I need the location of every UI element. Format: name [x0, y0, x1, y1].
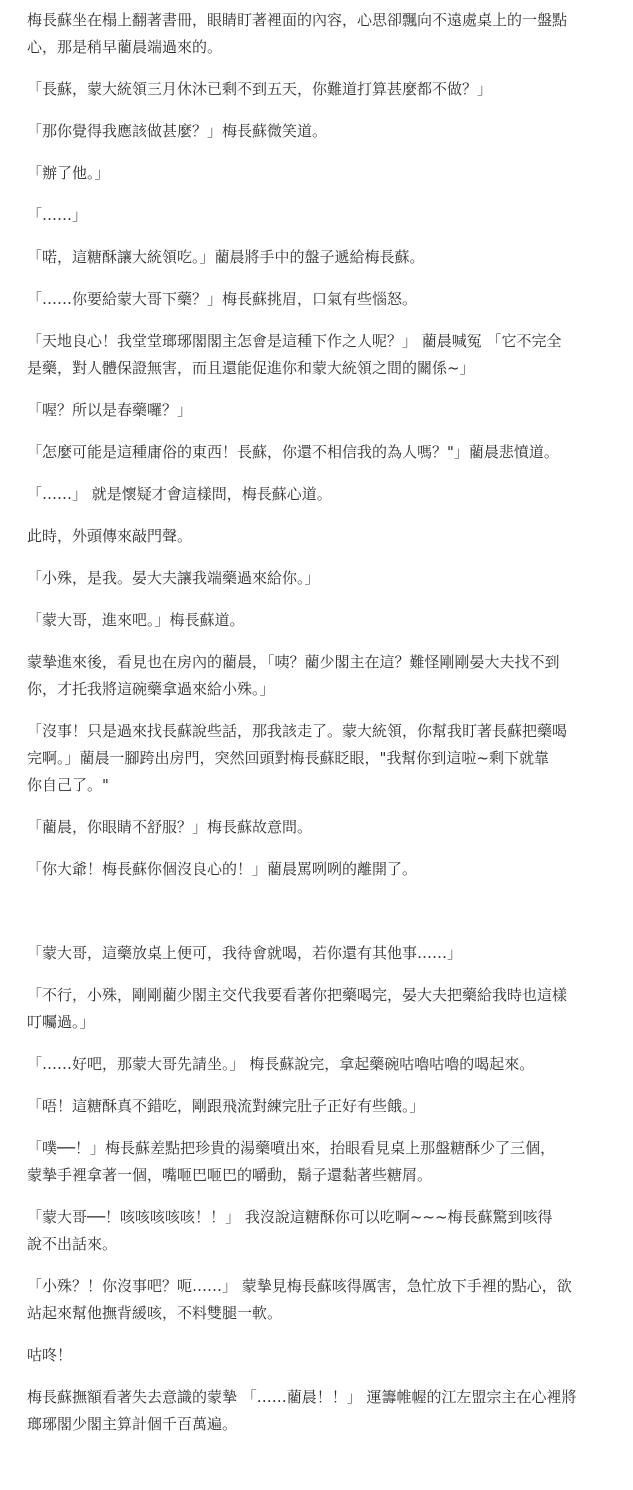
paragraph: 「怎麼可能是這種庸俗的東西！長蘇，你還不相信我的為人嗎？"」藺晨悲憤道。 [27, 443, 559, 461]
paragraph: 「……你要給蒙大哥下藥？」梅長蘇挑眉，口氣有些惱怒。 [27, 290, 418, 308]
paragraph: 「喔？所以是春藥囉？」 [27, 401, 193, 419]
paragraph: 「沒事！只是過來找長蘇說些話，那我該走了。蒙大統領，你幫我盯著長蘇把藥喝 完啊。」藺晨一腳跨出房門，突然回頭對梅長蘇眨眼，"我幫你到這啦~剩下就靠 你自己了。" [27, 722, 568, 794]
paragraph: 咕咚！ [27, 1346, 73, 1364]
paragraph: 梅長蘇坐在榻上翻著書冊，眼睛盯著裡面的內容，心思卻飄向不遠處桌上的一盤點 心，那是稍早藺晨端過來的。 [27, 11, 568, 56]
paragraph: 「你大爺！梅長蘇你個沒良心的！」藺晨罵咧咧的離開了。 [27, 860, 418, 878]
paragraph: 「辦了他。」 [27, 164, 110, 182]
paragraph: 「蒙大哥，進來吧。」梅長蘇道。 [27, 611, 245, 629]
paragraph: 「不行，小殊，剛剛藺少閣主交代我要看著你把藥喝完，晏大夫把藥給我時也這樣 叮囑過。」 [27, 986, 568, 1031]
paragraph: 「……」 就是懷疑才會這樣問，梅長蘇心道。 [27, 485, 332, 503]
paragraph: 「小殊？！你沒事吧？呃……」 蒙摯見梅長蘇咳得厲害，急忙放下手裡的點心，欲 站起來幫他撫背緩咳，不料雙腿一軟。 [27, 1277, 572, 1322]
paragraph: 「天地良心！我堂堂瑯琊閣閣主怎會是這種下作之人呢？」 藺晨喊冤 「它不完全 是藥，對人體保證無害，而且還能促進你和蒙大統領之間的關係~」 [27, 332, 562, 377]
paragraph: 「噗──！」梅長蘇差點把珍貴的湯藥噴出來，抬眼看見桌上那盤糖酥少了三個， 蒙摯手裡拿著一個，嘴咂巴咂巴的嚼動，鬍子還黏著些糖屑。 [27, 1139, 556, 1184]
paragraph: 「蒙大哥──！咳咳咳咳咳！！」 我沒說這糖酥你可以吃啊~~~梅長蘇驚到咳得 說不出話來。 [27, 1208, 553, 1253]
paragraph: 「長蘇，蒙大統領三月休沐已剩不到五天，你難道打算甚麼都不做？」 [27, 80, 493, 98]
paragraph: 梅長蘇撫額看著失去意識的蒙摯 「……藺晨！！」 運籌帷幄的江左盟宗主在心裡將 瑯琊閣少閣主算計個千百萬遍。 [27, 1388, 577, 1433]
blank-line [27, 898, 621, 925]
paragraph: 「蒙大哥，這藥放桌上便可，我待會就喝，若你還有其他事……」 [27, 944, 463, 962]
paragraph: 此時，外頭傳來敲門聲。 [27, 527, 193, 545]
paragraph: 「小殊，是我。晏大夫讓我端藥過來給你。」 [27, 569, 320, 587]
paragraph: 「……好吧，那蒙大哥先請坐。」 梅長蘇說完，拿起藥碗咕嚕咕嚕的喝起來。 [27, 1055, 535, 1073]
paragraph: 「那你覺得我應該做甚麼？」梅長蘇微笑道。 [27, 122, 328, 140]
paragraph: 蒙摯進來後，看見也在房內的藺晨，「咦？藺少閣主在這？難怪剛剛晏大夫找不到 你，才托我將這碗藥拿過來給小殊。」 [27, 653, 560, 698]
paragraph: 「藺晨，你眼睛不舒服？」梅長蘇故意問。 [27, 818, 313, 836]
paragraph: 「……」 [27, 206, 88, 224]
paragraph: 「喏，這糖酥讓大統領吃。」藺晨將手中的盤子遞給梅長蘇。 [27, 248, 425, 266]
paragraph: 「唔！這糖酥真不錯吃，剛跟飛流對練完肚子正好有些餓。」 [27, 1097, 425, 1115]
